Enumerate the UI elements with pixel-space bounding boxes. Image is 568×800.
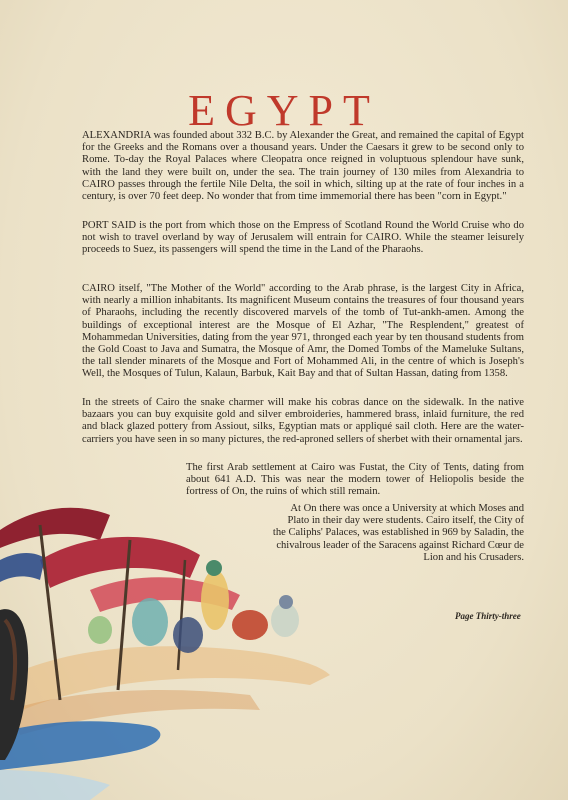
page-title: EGYPT — [188, 86, 380, 136]
bazaar-tents-illustration — [0, 470, 340, 800]
page-number: Page Thirty-three — [455, 611, 521, 621]
paragraph-university: At On there was once a University at which Moses and Plato in their day were students. Cairo itself, the City of the Caliphs' Palaces, was established in 969 by Saladin, the chivalrous leader of the Saracens against Richard Cœur de Lion and his Crusaders. — [272, 503, 524, 563]
paragraph-port-said: PORT SAID is the port from which those on the Empress of Scotland Round the World Cruise who do not wish to travel overland by way of Jerusalem will entrain for CAIRO. While the steamer leisurely proceeds to Suez, its passengers will spend the time in the Land of the Pharaohs. — [82, 220, 524, 256]
paragraph-cairo: CAIRO itself, "The Mother of the World" according to the Arab phrase, is the largest City in Africa, with nearly a million inhabitants. Its magnificent Museum contains the treasures of four thousand years of Pharaohs, including the recently discovered marvels of the tomb of Tut-ankh-amen. Among the buildings of exceptional interest are the Mosque of El Azhar, "The Resplendent," greatest of Mohammedan Universities, dating from the year 971, thronged each year by ten thousand students from the Gold Coast to Java and Sumatra, the Mosque of Amr, the Domed Tombs of the Mameluke Sultans, the tall slender minarets of the Mosque and Fort of Mohammed Ali, in the centre of which is Joseph's Well, the Mosques of Tulun, Kalaun, Barbuk, Kait Bay and that of Sultan Hassan, dating from 1358. — [82, 283, 524, 380]
paragraph-first-settlement: The first Arab settlement at Cairo was Fustat, the City of Tents, dating from about 641 A.D. This was near the modern tower of Heliopolis beside the fortress of On, the ruins of which still remain. — [186, 462, 524, 498]
paragraph-streets: In the streets of Cairo the snake charmer will make his cobras dance on the sidewalk. In the native bazaars you can buy exquisite gold and silver embroideries, hammered brass, inlaid furniture, the red and black glazed pottery from Assiout, silks, Egyptian mats or appliqué sail cloth. Here are the water-carriers you have seen in so many pictures, the red-aproned sellers of sherbet with their ornamental jars. — [82, 397, 524, 445]
paragraph-alexandria: ALEXANDRIA was founded about 332 B.C. by Alexander the Great, and remained the capital of Egypt for the Greeks and the Romans over a thousand years. Under the Caesars it grew to be second only to Rome. To-day the Royal Palaces where Cleopatra once reigned in voluptuous splendour have sunk, with the land they were built on, under the sea. The train journey of 130 miles from Alexandria to CAIRO passes through the fertile Nile Delta, the soil in which, silting up at the rate of four inches in a century, is over 70 feet deep. No wonder that from time immemorial there has been "corn in Egypt." — [82, 130, 524, 203]
